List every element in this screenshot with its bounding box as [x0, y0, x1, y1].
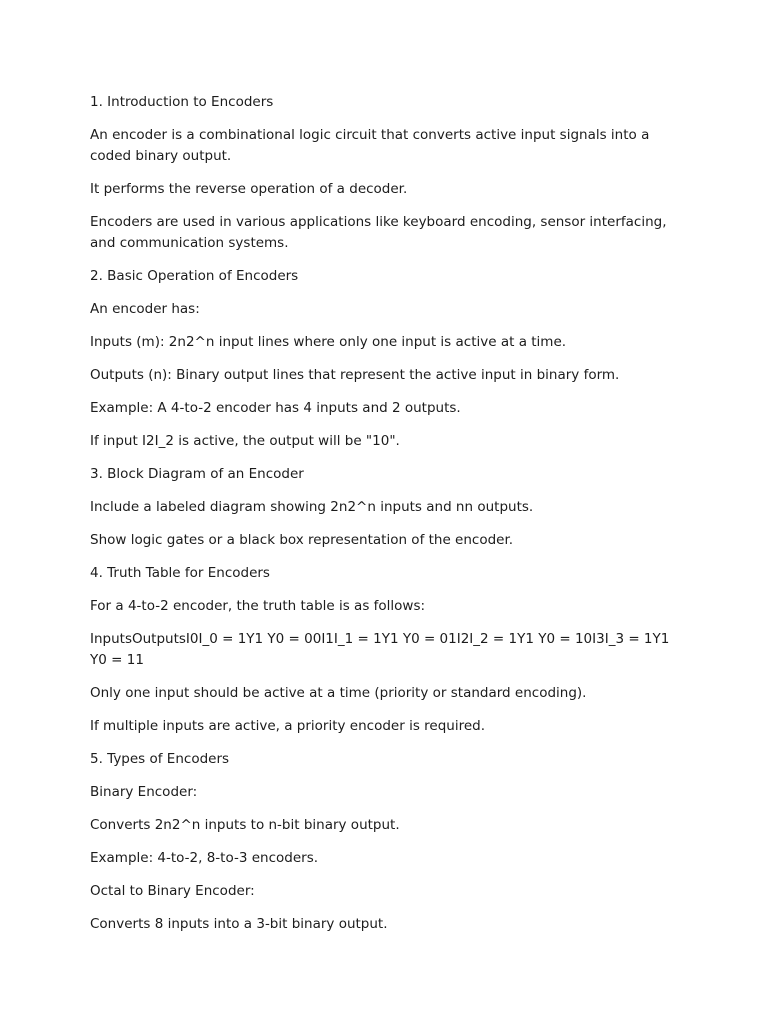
paragraph-octal-encoder-desc: Converts 8 inputs into a 3-bit binary output. [90, 916, 388, 932]
paragraph-truth-table-flattened: InputsOutputsI0I_0 = 1Y1 Y0 = 00I1I_1 = 1Y1 Y0 = 01I2I_2 = 1Y1 Y0 = 10I3I_3 = 1Y1 Y0 = 11 [90, 631, 670, 668]
paragraph-one-input-active: Only one input should be active at a time (priority or standard encoding). [90, 685, 587, 701]
paragraph-outputs: Outputs (n): Binary output lines that represent the active input in binary form. [90, 367, 620, 383]
paragraph-show-logic-gates: Show logic gates or a black box representation of the encoder. [90, 532, 514, 548]
paragraph-truth-table-intro: For a 4-to-2 encoder, the truth table is as follows: [90, 598, 426, 614]
paragraph-reverse-operation: It performs the reverse operation of a decoder. [90, 181, 408, 197]
section-heading-introduction: 1. Introduction to Encoders [90, 94, 274, 110]
section-heading-types: 5. Types of Encoders [90, 751, 230, 767]
section-heading-block-diagram: 3. Block Diagram of an Encoder [90, 466, 304, 482]
paragraph-binary-encoder-example: Example: 4-to-2, 8-to-3 encoders. [90, 850, 319, 866]
document-page [90, 92, 690, 947]
paragraph-octal-encoder-label: Octal to Binary Encoder: [90, 883, 255, 899]
paragraph-inputs: Inputs (m): 2n2^n input lines where only one input is active at a time. [90, 334, 567, 350]
paragraph-include-diagram: Include a labeled diagram showing 2n2^n inputs and nn outputs. [90, 499, 534, 515]
paragraph-priority-encoder: If multiple inputs are active, a priority encoder is required. [90, 718, 485, 734]
section-heading-basic-operation: 2. Basic Operation of Encoders [90, 268, 299, 284]
paragraph-applications: Encoders are used in various applications like keyboard encoding, sensor interfacing, and communication systems. [90, 214, 667, 251]
section-heading-truth-table: 4. Truth Table for Encoders [90, 565, 270, 581]
paragraph-binary-encoder-desc: Converts 2n2^n inputs to n-bit binary output. [90, 817, 400, 833]
paragraph-example-4-to-2: Example: A 4-to-2 encoder has 4 inputs and 2 outputs. [90, 400, 461, 416]
paragraph-if-input-active: If input I2I_2 is active, the output will be "10". [90, 433, 400, 449]
paragraph-binary-encoder-label: Binary Encoder: [90, 784, 198, 800]
paragraph-encoder-definition: An encoder is a combinational logic circuit that converts active input signals into a coded binary output. [90, 127, 650, 164]
paragraph-encoder-has: An encoder has: [90, 301, 200, 317]
